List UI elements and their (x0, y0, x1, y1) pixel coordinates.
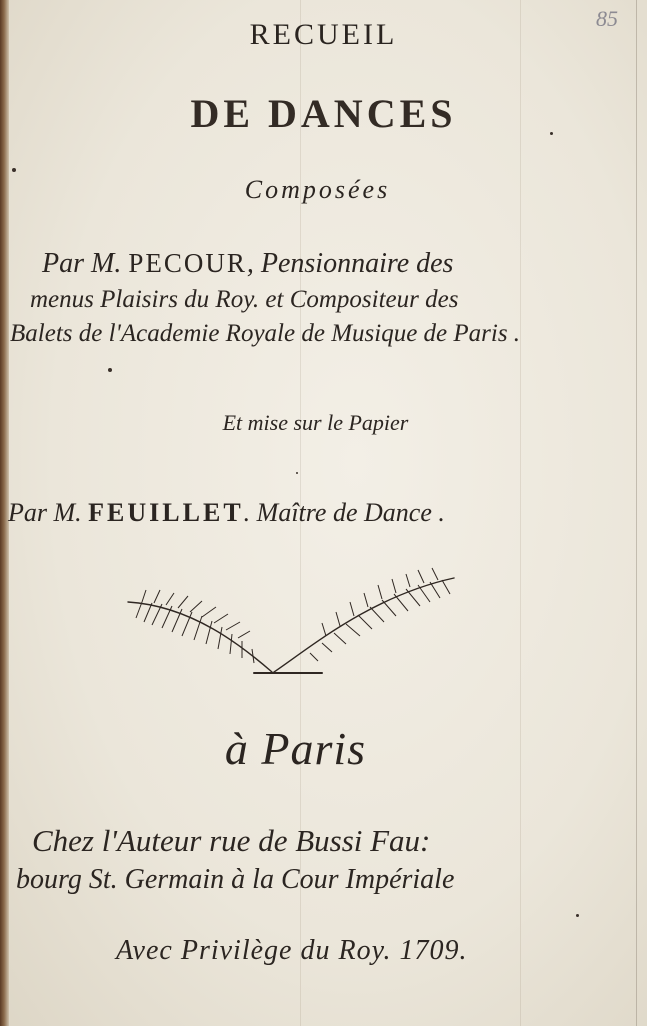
composer-title: , Pensionnaire des (246, 248, 454, 279)
ink-speck (12, 168, 16, 172)
composer-line-2: menus Plaisirs du Roy. et Compositeur des (30, 286, 459, 313)
composer-line (42, 248, 642, 280)
composees-text: Composées (244, 175, 391, 204)
notator-title: . Maître de Dance . (243, 498, 445, 527)
composer-name: PECOUR (128, 248, 247, 278)
composer-par: Par M. (42, 248, 122, 279)
title-line-2: DE DANCES (190, 91, 457, 136)
privilege-line: Avec Privilège du Roy. 1709. (116, 935, 468, 966)
notator-line (8, 498, 638, 528)
address-line-1: Chez l'Auteur rue de Bussi Fau: (32, 823, 431, 858)
ink-speck (296, 472, 298, 474)
feather-ornament-icon (122, 566, 462, 682)
et-mise-text: Et mise sur le Papier (222, 410, 409, 435)
notator-par: Par M. (8, 498, 82, 527)
composer-line-3: Balets de l'Academie Royale de Musique de Paris . (10, 320, 521, 347)
notator-name: FEUILLET (88, 498, 244, 527)
address-line-2: bourg St. Germain à la Cour Impériale (16, 864, 455, 895)
ink-speck (550, 132, 553, 135)
ink-speck (576, 914, 579, 917)
place-text: à Paris (224, 723, 367, 774)
folio-number: 85 (596, 6, 618, 31)
ink-speck (108, 368, 112, 372)
title-line-1: RECUEIL (249, 18, 398, 51)
